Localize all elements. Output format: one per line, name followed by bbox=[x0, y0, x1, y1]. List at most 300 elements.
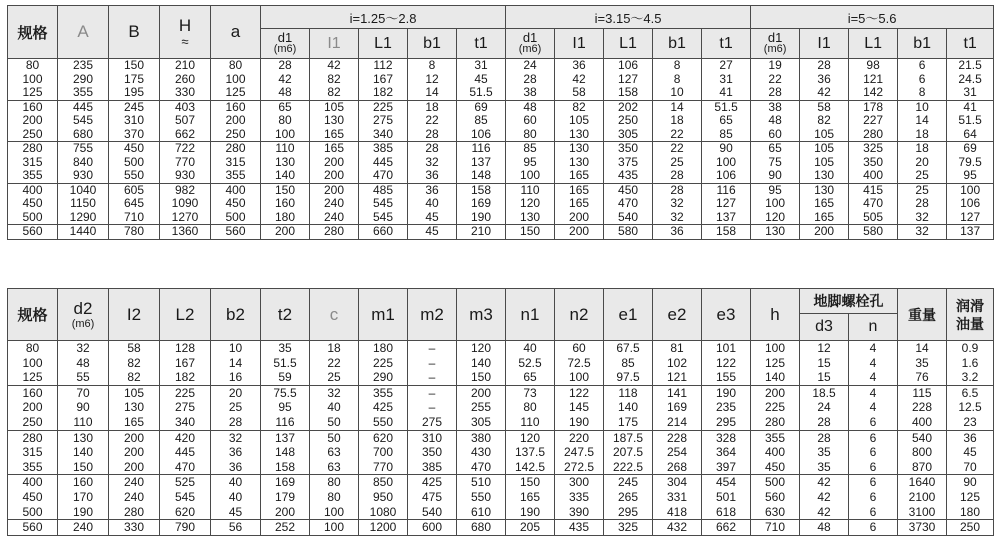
table-cell: 82 bbox=[310, 86, 359, 100]
table-cell: 200 bbox=[310, 156, 359, 170]
table-cell: 69 bbox=[947, 142, 994, 156]
table-cell: 200 bbox=[555, 225, 604, 240]
table-cell: 22 bbox=[408, 114, 457, 128]
table-cell: 710 bbox=[751, 520, 800, 536]
table-cell: 618 bbox=[702, 505, 751, 520]
table-cell: 42 bbox=[800, 490, 849, 505]
table-cell: 80 bbox=[506, 128, 555, 142]
table-cell: 73 bbox=[506, 385, 555, 400]
table-cell: 137.5 bbox=[506, 445, 555, 460]
table-cell: 100 bbox=[211, 73, 261, 87]
table-cell: 65 bbox=[506, 370, 555, 385]
header-b2: b2 bbox=[211, 289, 261, 341]
table-cell: 58 bbox=[800, 100, 849, 114]
table-cell: 200 bbox=[211, 114, 261, 128]
table-cell: 85 bbox=[604, 356, 653, 371]
header-d1-label: d1 bbox=[522, 30, 538, 45]
header-n2: n2 bbox=[555, 289, 604, 341]
table-cell: 335 bbox=[555, 490, 604, 505]
table-cell: 125 bbox=[751, 356, 800, 371]
header-L2: L2 bbox=[160, 289, 211, 341]
dimension-table-1 bbox=[7, 5, 994, 240]
table-cell: 165 bbox=[555, 183, 604, 197]
table-cell: 80 bbox=[8, 341, 58, 356]
table-cell: 304 bbox=[653, 475, 702, 490]
table-cell: 1290 bbox=[58, 211, 109, 225]
table-cell: 106 bbox=[947, 197, 994, 211]
header-b1-g3: b1 bbox=[898, 29, 947, 59]
table-cell: 280 bbox=[211, 142, 261, 156]
header-d1-tol: (m6) bbox=[273, 43, 297, 55]
table-cell: 225 bbox=[359, 100, 408, 114]
table-cell: 240 bbox=[109, 490, 160, 505]
table-cell: 65 bbox=[261, 100, 310, 114]
table-cell: 6 bbox=[849, 505, 898, 520]
header-m2: m2 bbox=[408, 289, 457, 341]
table-cell: 150 bbox=[506, 225, 555, 240]
table-cell: 305 bbox=[457, 415, 506, 430]
table-cell: 130 bbox=[109, 400, 160, 415]
table-cell: 12 bbox=[408, 73, 457, 87]
table-cell: 125 bbox=[211, 86, 261, 100]
table-cell: 130 bbox=[555, 128, 604, 142]
table-row bbox=[8, 128, 994, 142]
table-cell: 125 bbox=[947, 490, 994, 505]
table-cell: 137 bbox=[261, 430, 310, 445]
table-cell: 16 bbox=[211, 370, 261, 385]
table-cell: 620 bbox=[160, 505, 211, 520]
table-cell: 6 bbox=[849, 490, 898, 505]
table-cell: 400 bbox=[849, 169, 898, 183]
header-d1-tol: (m6) bbox=[763, 43, 787, 55]
table-cell: 100 bbox=[751, 341, 800, 356]
table-cell: 1090 bbox=[160, 197, 211, 211]
table-cell: 355 bbox=[8, 169, 58, 183]
table-cell: 397 bbox=[702, 460, 751, 475]
table-cell: 48 bbox=[800, 520, 849, 536]
table-cell: 470 bbox=[160, 460, 211, 475]
table-cell: 180 bbox=[359, 341, 408, 356]
header-spec: 规格 bbox=[8, 289, 58, 341]
table-cell: 35 bbox=[800, 460, 849, 475]
table-row bbox=[8, 73, 994, 87]
table-cell: 167 bbox=[359, 73, 408, 87]
table-cell: 255 bbox=[457, 400, 506, 415]
table-cell: 254 bbox=[653, 445, 702, 460]
table-cell: 235 bbox=[58, 59, 109, 73]
table-cell: 3.2 bbox=[947, 370, 994, 385]
table-cell: 85 bbox=[506, 142, 555, 156]
header-b1-g1: b1 bbox=[408, 29, 457, 59]
table-cell: 80 bbox=[8, 59, 58, 73]
table-cell: 227 bbox=[849, 114, 898, 128]
table-cell: 70 bbox=[58, 385, 109, 400]
table-cell: 1150 bbox=[58, 197, 109, 211]
table-cell: 15 bbox=[800, 370, 849, 385]
table-cell: 850 bbox=[359, 475, 408, 490]
table-cell: 385 bbox=[359, 142, 408, 156]
table-cell: 82 bbox=[310, 73, 359, 87]
table-cell: 450 bbox=[8, 197, 58, 211]
table-cell: 780 bbox=[109, 225, 160, 240]
table-cell: 450 bbox=[8, 490, 58, 505]
table-cell: 247.5 bbox=[555, 445, 604, 460]
table-cell: 110 bbox=[506, 415, 555, 430]
table-cell: 25 bbox=[898, 183, 947, 197]
table-cell: 18 bbox=[310, 341, 359, 356]
table-cell: 122 bbox=[702, 356, 751, 371]
table-cell: 105 bbox=[109, 385, 160, 400]
table-cell: 137 bbox=[947, 225, 994, 240]
header-B: B bbox=[109, 6, 160, 59]
table-cell: – bbox=[408, 341, 457, 356]
table-cell: 425 bbox=[408, 475, 457, 490]
table-cell: 475 bbox=[408, 490, 457, 505]
table-cell: 240 bbox=[310, 211, 359, 225]
table-cell: 450 bbox=[109, 142, 160, 156]
table-cell: 18 bbox=[898, 128, 947, 142]
table-cell: 105 bbox=[555, 114, 604, 128]
table-cell: 127 bbox=[947, 211, 994, 225]
table-cell: 187.5 bbox=[604, 430, 653, 445]
table-cell: 400 bbox=[8, 183, 58, 197]
table-cell: 370 bbox=[109, 128, 160, 142]
table-cell: 127 bbox=[604, 73, 653, 87]
table-cell: 128 bbox=[160, 341, 211, 356]
table-cell: 82 bbox=[109, 370, 160, 385]
table-cell: 545 bbox=[359, 197, 408, 211]
table-cell: 1080 bbox=[359, 505, 408, 520]
table-cell: 38 bbox=[506, 86, 555, 100]
table-cell: 158 bbox=[261, 460, 310, 475]
table-cell: 25 bbox=[898, 169, 947, 183]
table-cell: 500 bbox=[8, 211, 58, 225]
table-cell: 60 bbox=[506, 114, 555, 128]
table-cell: 272.5 bbox=[555, 460, 604, 475]
table-cell: 1040 bbox=[58, 183, 109, 197]
table-cell: 190 bbox=[555, 415, 604, 430]
table-cell: 36 bbox=[408, 183, 457, 197]
table-cell: 418 bbox=[653, 505, 702, 520]
table-cell: 930 bbox=[58, 169, 109, 183]
table-cell: 32 bbox=[653, 211, 702, 225]
table-cell: 24 bbox=[506, 59, 555, 73]
table-cell: 40 bbox=[310, 400, 359, 415]
table-cell: 225 bbox=[359, 356, 408, 371]
table-cell: 200 bbox=[261, 225, 310, 240]
table-cell: 51.5 bbox=[947, 114, 994, 128]
table-cell: 605 bbox=[109, 183, 160, 197]
table-cell: 22 bbox=[653, 128, 702, 142]
table-cell: 280 bbox=[751, 415, 800, 430]
table-cell: 110 bbox=[506, 183, 555, 197]
table-cell: 470 bbox=[849, 197, 898, 211]
table-cell: 4 bbox=[849, 341, 898, 356]
header-l1-g1: I1 bbox=[310, 29, 359, 59]
table-cell: 403 bbox=[160, 100, 211, 114]
table-cell: 165 bbox=[310, 142, 359, 156]
table-cell: 140 bbox=[604, 400, 653, 415]
table-cell: 315 bbox=[8, 445, 58, 460]
table-cell: 330 bbox=[109, 520, 160, 536]
header-L1-g1: L1 bbox=[359, 29, 408, 59]
table-cell: 200 bbox=[751, 385, 800, 400]
table-cell: 41 bbox=[702, 86, 751, 100]
header-l1-g3: I1 bbox=[800, 29, 849, 59]
table-cell: 710 bbox=[109, 211, 160, 225]
table-cell: 50 bbox=[310, 415, 359, 430]
table-cell: 45 bbox=[457, 73, 506, 87]
table-cell: 127 bbox=[702, 197, 751, 211]
header-lube-oil bbox=[947, 289, 994, 341]
table-cell: 80 bbox=[261, 114, 310, 128]
table-cell: 38 bbox=[751, 100, 800, 114]
table-cell: 200 bbox=[457, 385, 506, 400]
table-cell: 600 bbox=[408, 520, 457, 536]
table-row bbox=[8, 460, 994, 475]
table-cell: 340 bbox=[160, 415, 211, 430]
table-cell: 170 bbox=[58, 490, 109, 505]
table-cell: 340 bbox=[359, 128, 408, 142]
table-cell: 82 bbox=[555, 100, 604, 114]
table-cell: 63 bbox=[310, 460, 359, 475]
table-row bbox=[8, 370, 994, 385]
table-row bbox=[8, 169, 994, 183]
table-cell: 280 bbox=[8, 142, 58, 156]
table-cell: 110 bbox=[261, 142, 310, 156]
table-cell: 1200 bbox=[359, 520, 408, 536]
table-cell: 1440 bbox=[58, 225, 109, 240]
table-cell: 36 bbox=[555, 59, 604, 73]
table-cell: 31 bbox=[947, 86, 994, 100]
table-cell: 310 bbox=[408, 430, 457, 445]
table-cell: 290 bbox=[58, 73, 109, 87]
table-cell: 22 bbox=[310, 356, 359, 371]
table-cell: 76 bbox=[898, 370, 947, 385]
table-cell: 4 bbox=[849, 370, 898, 385]
table-cell: 141 bbox=[653, 385, 702, 400]
table-cell: 580 bbox=[604, 225, 653, 240]
table-cell: 32 bbox=[310, 385, 359, 400]
table-cell: 20 bbox=[211, 385, 261, 400]
table-cell: 36 bbox=[653, 225, 702, 240]
table-cell: 40 bbox=[211, 490, 261, 505]
table-cell: 350 bbox=[604, 142, 653, 156]
table-cell: 275 bbox=[359, 114, 408, 128]
table-cell: 51.5 bbox=[702, 100, 751, 114]
table-cell: 228 bbox=[653, 430, 702, 445]
table-cell: 40 bbox=[408, 197, 457, 211]
table-row bbox=[8, 142, 994, 156]
table-row bbox=[8, 400, 994, 415]
table-cell: 355 bbox=[211, 169, 261, 183]
table-cell: 430 bbox=[457, 445, 506, 460]
table-cell: 510 bbox=[457, 475, 506, 490]
table-cell: 525 bbox=[160, 475, 211, 490]
table-cell: 145 bbox=[555, 400, 604, 415]
table-cell: 40 bbox=[506, 341, 555, 356]
table-cell: 6.5 bbox=[947, 385, 994, 400]
table-cell: 501 bbox=[702, 490, 751, 505]
table-cell: 6 bbox=[849, 445, 898, 460]
table-cell: 100 bbox=[702, 156, 751, 170]
table-cell: 130 bbox=[800, 169, 849, 183]
table-cell: 180 bbox=[261, 211, 310, 225]
table-cell: 14 bbox=[653, 100, 702, 114]
table-cell: 60 bbox=[751, 128, 800, 142]
table-cell: 722 bbox=[160, 142, 211, 156]
table-cell: 870 bbox=[898, 460, 947, 475]
table-cell: 90 bbox=[702, 142, 751, 156]
header-d1-g3 bbox=[751, 29, 800, 59]
table-cell: 130 bbox=[555, 156, 604, 170]
table-cell: 225 bbox=[160, 385, 211, 400]
table-cell: 662 bbox=[702, 520, 751, 536]
table-row bbox=[8, 445, 994, 460]
table-cell: 18 bbox=[898, 142, 947, 156]
table-cell: 95 bbox=[506, 156, 555, 170]
table-cell: 169 bbox=[653, 400, 702, 415]
table-cell: 280 bbox=[8, 430, 58, 445]
table-cell: 268 bbox=[653, 460, 702, 475]
table-cell: 350 bbox=[408, 445, 457, 460]
table-cell: 120 bbox=[506, 430, 555, 445]
table-cell: 120 bbox=[506, 197, 555, 211]
table-cell: 250 bbox=[947, 520, 994, 536]
table-cell: 82 bbox=[800, 114, 849, 128]
table-cell: 32 bbox=[211, 430, 261, 445]
table-cell: 165 bbox=[506, 490, 555, 505]
table-cell: 770 bbox=[359, 460, 408, 475]
table-cell: 21.5 bbox=[947, 59, 994, 73]
table-cell: 72.5 bbox=[555, 356, 604, 371]
table-cell: 195 bbox=[109, 86, 160, 100]
table-cell: 165 bbox=[109, 415, 160, 430]
table-cell: 250 bbox=[8, 415, 58, 430]
table-cell: 425 bbox=[359, 400, 408, 415]
header-ratio-group-3: i=5～5.6 bbox=[751, 6, 994, 29]
table-cell: 102 bbox=[653, 356, 702, 371]
table-cell: 140 bbox=[261, 169, 310, 183]
table-cell: 150 bbox=[506, 475, 555, 490]
table-cell: 182 bbox=[160, 370, 211, 385]
table-cell: 645 bbox=[109, 197, 160, 211]
table-cell: 445 bbox=[359, 156, 408, 170]
table-cell: 19 bbox=[751, 59, 800, 73]
table-cell: 75 bbox=[751, 156, 800, 170]
table-cell: 235 bbox=[702, 400, 751, 415]
table-cell: 500 bbox=[211, 211, 261, 225]
table-cell: 470 bbox=[604, 197, 653, 211]
table-cell: 210 bbox=[457, 225, 506, 240]
table-cell: 28 bbox=[506, 73, 555, 87]
table-cell: 540 bbox=[408, 505, 457, 520]
table-cell: 28 bbox=[800, 430, 849, 445]
table-row bbox=[8, 114, 994, 128]
table-cell: 245 bbox=[109, 100, 160, 114]
table-cell: 95 bbox=[947, 169, 994, 183]
table-cell: 31 bbox=[702, 73, 751, 87]
table-cell: 95 bbox=[261, 400, 310, 415]
table-cell: 100 bbox=[310, 520, 359, 536]
table-cell: 85 bbox=[702, 128, 751, 142]
table-cell: 200 bbox=[310, 169, 359, 183]
table-cell: 200 bbox=[555, 211, 604, 225]
table-cell: 48 bbox=[261, 86, 310, 100]
header-d3: d3 bbox=[800, 314, 849, 341]
header-b1-g2: b1 bbox=[653, 29, 702, 59]
table-cell: 90 bbox=[751, 169, 800, 183]
table-cell: 20 bbox=[898, 156, 947, 170]
table-cell: 545 bbox=[160, 490, 211, 505]
table-cell: 45 bbox=[211, 505, 261, 520]
table-cell: 105 bbox=[800, 156, 849, 170]
table-cell: 28 bbox=[898, 197, 947, 211]
table-row bbox=[8, 385, 994, 400]
table-cell: 97.5 bbox=[604, 370, 653, 385]
table-cell: 160 bbox=[261, 197, 310, 211]
table-cell: 630 bbox=[751, 505, 800, 520]
table-cell: 130 bbox=[310, 114, 359, 128]
table-cell: 116 bbox=[702, 183, 751, 197]
table-cell: 400 bbox=[898, 415, 947, 430]
table-cell: 660 bbox=[359, 225, 408, 240]
table-cell: 130 bbox=[58, 430, 109, 445]
header-h: h bbox=[751, 289, 800, 341]
table-cell: 80 bbox=[310, 490, 359, 505]
table-cell: 375 bbox=[604, 156, 653, 170]
header-t2: t2 bbox=[261, 289, 310, 341]
table-cell: 10 bbox=[653, 86, 702, 100]
table-cell: 305 bbox=[604, 128, 653, 142]
table-cell: 250 bbox=[8, 128, 58, 142]
table-cell: 620 bbox=[359, 430, 408, 445]
table-cell: 400 bbox=[211, 183, 261, 197]
table-cell: 8 bbox=[408, 59, 457, 73]
table-cell: 40 bbox=[211, 475, 261, 490]
table-cell: 252 bbox=[261, 520, 310, 536]
table-cell: 560 bbox=[8, 520, 58, 536]
table-cell: 42 bbox=[261, 73, 310, 87]
table-cell: 225 bbox=[751, 400, 800, 415]
table-cell: 32 bbox=[898, 211, 947, 225]
table-cell: 52.5 bbox=[506, 356, 555, 371]
table-cell: 331 bbox=[653, 490, 702, 505]
table-cell: 130 bbox=[555, 142, 604, 156]
table-cell: 385 bbox=[408, 460, 457, 475]
table-cell: 101 bbox=[702, 341, 751, 356]
table-cell: 330 bbox=[160, 86, 211, 100]
header-H-label: H bbox=[178, 15, 192, 35]
table-cell: 540 bbox=[604, 211, 653, 225]
table-cell: 28 bbox=[408, 142, 457, 156]
table-cell: 400 bbox=[751, 445, 800, 460]
table-cell: 4 bbox=[849, 356, 898, 371]
table-cell: 470 bbox=[359, 169, 408, 183]
table-cell: 35 bbox=[800, 445, 849, 460]
table-cell: 280 bbox=[849, 128, 898, 142]
table-cell: 160 bbox=[8, 385, 58, 400]
table-cell: 25 bbox=[211, 400, 261, 415]
table-cell: 58 bbox=[555, 86, 604, 100]
header-L1-g2: L1 bbox=[604, 29, 653, 59]
table-cell: 167 bbox=[160, 356, 211, 371]
table-cell: 100 bbox=[506, 169, 555, 183]
header-A: A bbox=[58, 6, 109, 59]
header-l1-g2: I1 bbox=[555, 29, 604, 59]
table-cell: 55 bbox=[58, 370, 109, 385]
table-cell: 42 bbox=[555, 73, 604, 87]
